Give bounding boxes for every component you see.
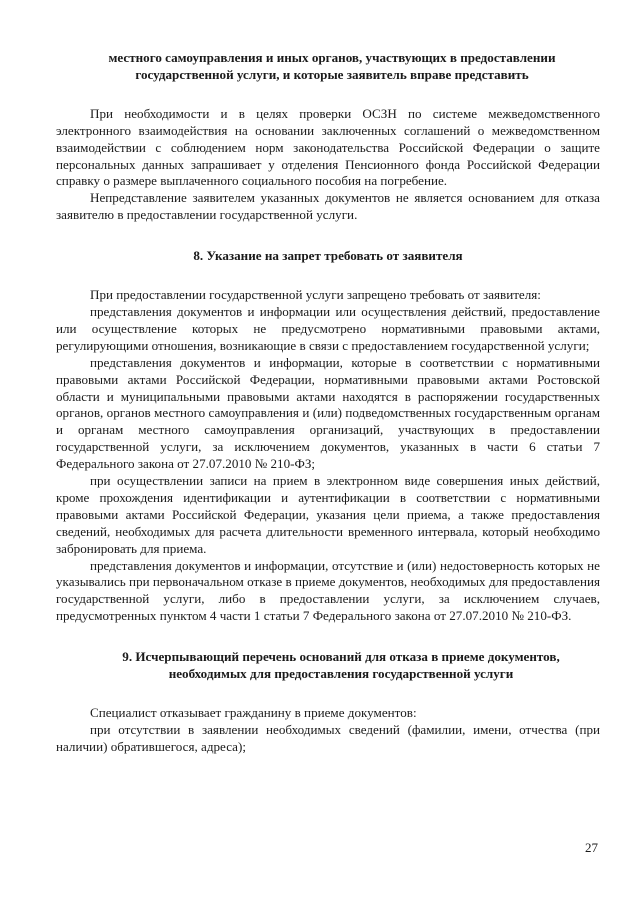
- list-item-prohibition-4: представления документов и информации, отсутствие и (или) недостоверность которых не указывались при первоначальном отказе в приеме документов, необходимых для предоставления государственной услуги, либо в предоставлении услуги, за исключением случаев, предусмотренных пунктом 4 части 1 статьи 7 Федерального закона от 27.07.2010 № 210-ФЗ.: [56, 557, 600, 624]
- document-page: [56, 50, 600, 756]
- paragraph-refusal-intro: Специалист отказывает гражданину в приеме документов:: [90, 705, 417, 720]
- section-8-heading: 8. Указание на запрет требовать от заявителя: [193, 248, 463, 264]
- list-item-refusal-1: при отсутствии в заявлении необходимых сведений (фамилии, имени, отчества (при наличии) обратившегося, адреса);: [56, 721, 600, 754]
- section-7-heading-continuation: местного самоуправления и иных органов, участвующих в предоставлении государственной услуги, и которые заявитель вправе представить: [108, 50, 556, 82]
- list-item-prohibition-2: представления документов и информации, которые в соответствии с нормативными правовыми актами Российской Федерации, нормативными правовыми актами Ростовской области и муниципальными правовыми актами находятся в распоряжении государственных органов, органов местного самоуправления и (или) подведомственных государственным органам и органам местного самоуправления организаций, участвующих в предоставлении государственной услуги, за исключением документов, указанных в части 6 статьи 7 Федерального закона от 27.07.2010 № 210-ФЗ;: [56, 354, 600, 472]
- page-number: 27: [585, 840, 598, 855]
- list-item-prohibition-3: при осуществлении записи на прием в электронном виде совершения иных действий, кроме прохождения идентификации и аутентификации в соответствии с нормативными правовыми актами Российской Федерации, указания цели приема, а также предоставления сведений, необходимых для расчета длительности временного интервала, который необходимо забронировать для приема.: [56, 473, 600, 556]
- paragraph-prohibition-intro: При предоставлении государственной услуги запрещено требовать от заявителя:: [90, 287, 541, 303]
- paragraph-interagency-request: При необходимости и в целях проверки ОСЗН по системе межведомственного электронного взаимодействия на основании заключенных соглашений о межведомственном взаимодействии с соблюдением норм законодательства Российской Федерации о защите персональных данных запрашивает у отделения Пенсионного фонда Российской Федерации справку о размере выплаченного социального пособия на погребение.: [56, 105, 600, 189]
- list-item-prohibition-1: представления документов и информации или осуществления действий, предоставление или осуществление которых не предусмотрено нормативными правовыми актами, регулирующими отношения, возникающие в связи с предоставлением государственной услуги;: [56, 303, 600, 353]
- paragraph-non-submission: Непредставление заявителем указанных документов не является основанием для отказа заявителю в предоставлении государственной услуги.: [56, 190, 600, 223]
- section-9-heading: 9. Исчерпывающий перечень оснований для отказа в приеме документов, необходимых для предоставления государственной услуги: [122, 649, 560, 682]
